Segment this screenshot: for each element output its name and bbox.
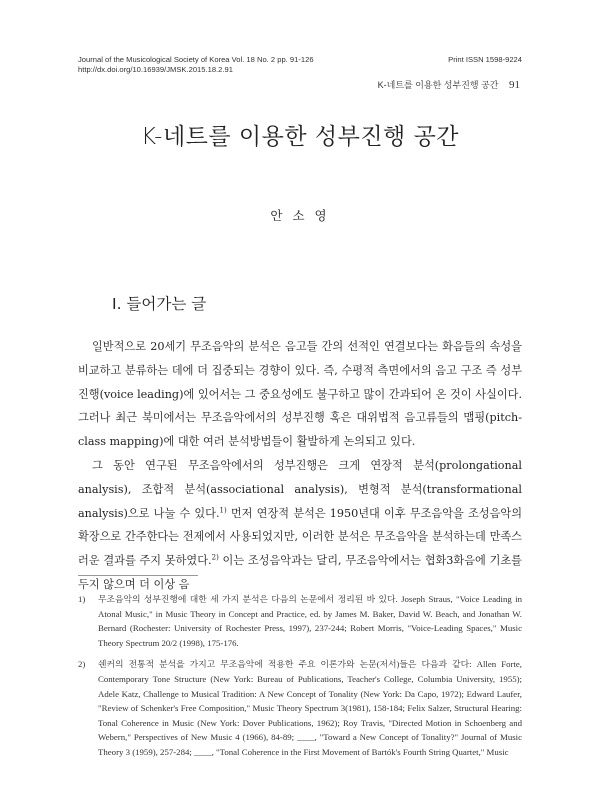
footnote-text: 무조음악의 성부진행에 대한 세 가지 분석은 다음의 논문에서 정리된 바 있다. Joseph Straus, "Voice Leading in Atonal Music," in Music Theory in Concept and Practice, ed. by James M. Baker, David W. Beach, and Jonathan W. Bernard (Rochester: University of Rochester Press, 1997), 237-244; Robert Morris, "Voice-Leading Spaces," Music Theory Spectrum 20/2 (1998), 175-176. — [98, 594, 522, 648]
paper-title: K-네트를 이용한 성부진행 공간 — [140, 124, 460, 150]
footnote-number: 1) — [78, 594, 86, 604]
footnotes — [78, 592, 522, 767]
body-text — [78, 335, 522, 597]
footnote-divider — [78, 575, 198, 576]
doi-link[interactable]: http://dx.doi.org/10.16939/JMSK.2015.18.2.91 — [78, 65, 233, 74]
journal-header — [78, 55, 314, 75]
journal-citation: Journal of the Musicological Society of Korea Vol. 18 No. 2 pp. 91-126 — [78, 55, 314, 64]
author-name: 안 소 영 — [270, 208, 330, 223]
footnote-ref-2[interactable]: 2) — [211, 553, 219, 562]
page-number: 91 — [509, 79, 520, 91]
footnote-ref-1[interactable]: 1) — [219, 505, 227, 514]
footnote-text: 쉔커의 전통적 분석을 가지고 무조음악에 적용한 주요 이론가와 논문(저서)들은 다음과 같다: Allen Forte, Contemporary Tone Structure (New York: Bureau of Publications, Teacher's College, Columbia University, 1955); Adele Katz, Challenge to Musical Tradition: A New Concept of Tonality (New York: Da Capo, 1972); Edward Laufer, "Review of Schenker's Free Composition," Music Theory Spectrum 3(1981), 158-184; Felix Salzer, Structural Hearing: Tonal Coherence in Music (New York: Dover Publications, 1962); Roy Travis, "Directed Motion in Schoenberg and Webern," Perspectives of New Music 4 (1966), 84-89; ____, "Toward a New Concept of Tonality?" Journal of Music Theory 3 (1959), 257-284; ____, "Tonal Coherence in the First Movement of Bartók's Fourth String Quartet," Music — [98, 659, 522, 757]
footnote-number: 2) — [78, 659, 86, 670]
footnote-2 — [78, 657, 522, 759]
paragraph-1: 일반적으로 20세기 무조음악의 분석은 음고들 간의 선적인 연결보다는 화음들의 속성을 비교하고 분류하는 데에 더 집중되는 경향이 있다. 즉, 수평적 측면에서의 음고 구조 즉 성부진행(voice leading)에 있어서는 그 중요성에도 불구하고 많이 간과되어 온 것이 사실이다. 그러나 최근 북미에서는 무조음악에서의 성부진행 혹은 대위법적 음고류들의 맵핑(pitch-class mapping)에 대한 여러 분석방법들이 활발하게 논의되고 있다. — [78, 340, 522, 449]
paragraph-2-part-c: 이는 조성음악과는 달리, 무조음악에서는 협화3화음에 기초를 두지 않으며 더 이상 음 — [78, 554, 522, 591]
paragraph-2-part-a: 그 동안 연구된 무조음악에서의 성부진행은 크게 연장적 분석(prolongational analysis), 조합적 분석(associational analysis), 변형적 분석(transformational analysis)으로 나눌 수 있다. — [78, 458, 522, 520]
running-title: K-네트를 이용한 성부진행 공간 — [377, 80, 499, 90]
issn: Print ISSN 1598-9224 — [448, 55, 522, 64]
paragraph-2-part-b: 먼저 연장적 분석은 1950년대 이후 무조음악을 조성음악의 확장으로 간주한다는 전제에서 사용되었지만, 이러한 분석은 무조음악을 분석하는데 만족스러운 결과를 주지 못하였다. — [78, 506, 522, 568]
section-heading: I. 들어가는 글 — [112, 295, 207, 313]
footnote-1 — [78, 592, 522, 650]
running-header — [378, 78, 520, 91]
